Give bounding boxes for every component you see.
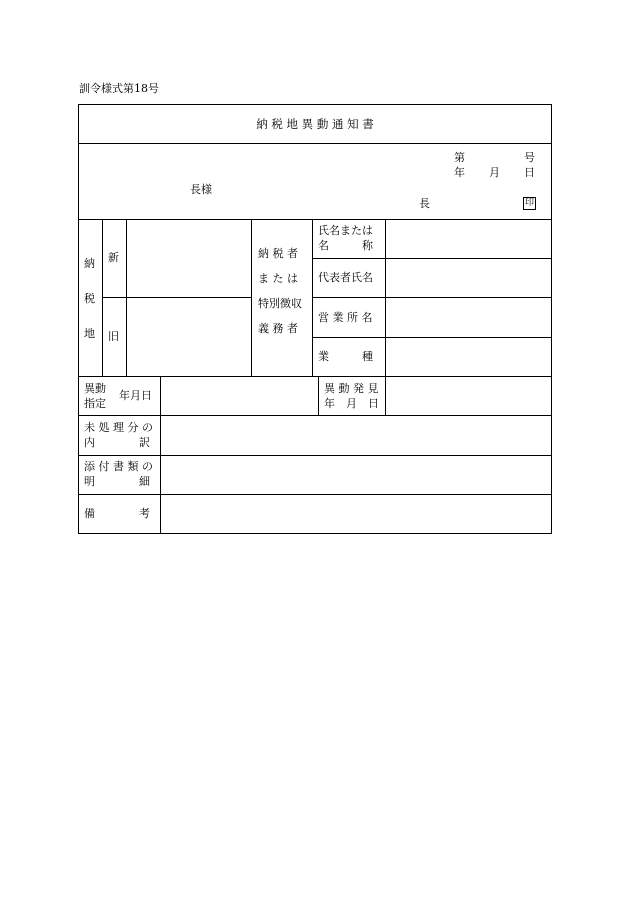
name-label-line1: 氏名または	[318, 224, 373, 237]
unprocessed-label-line1: 未 処 理 分 の	[84, 421, 153, 434]
attached-label-line1: 添 付 書 類 の	[84, 460, 153, 473]
taxpayer-label-1: 納 税 者	[258, 247, 298, 260]
date-day: 日	[524, 166, 535, 179]
addressee: 長様	[190, 183, 212, 196]
document-title: 納 税 地 異 動 通 知 書	[256, 117, 374, 131]
attached-field[interactable]	[161, 456, 551, 493]
number-go: 号	[524, 151, 535, 164]
remarks-label: 備 考	[84, 507, 150, 520]
discovery-label-line1: 異 動 発 見	[324, 382, 379, 395]
taxpayer-label-4: 義 務 者	[258, 322, 298, 335]
divider	[251, 219, 252, 376]
nozeichi-old-label: 旧	[108, 330, 119, 343]
unprocessed-field[interactable]	[161, 416, 551, 454]
designation-label-line1: 異動	[84, 382, 106, 395]
divider	[102, 219, 103, 376]
nozeichi-label-2: 税	[84, 292, 95, 305]
nozeichi-old-field[interactable]	[127, 298, 250, 375]
unprocessed-label-line2: 内 訳	[84, 436, 150, 449]
office-name-field[interactable]	[386, 298, 551, 336]
name-label-line2: 名 称	[318, 239, 373, 252]
discovery-date-field[interactable]	[386, 377, 551, 414]
divider	[312, 219, 313, 376]
nozeichi-new-field[interactable]	[127, 220, 250, 296]
divider	[78, 143, 552, 144]
discovery-label-line2: 年 月 日	[324, 397, 379, 410]
business-type-field[interactable]	[386, 338, 551, 375]
divider	[318, 376, 319, 415]
nozeichi-label-3: 地	[84, 327, 95, 340]
remarks-field[interactable]	[161, 495, 551, 533]
attached-label-line2: 明 細	[84, 475, 150, 488]
number-dai: 第	[454, 151, 465, 164]
business-type-label: 業 種	[318, 350, 373, 363]
form-number: 訓令様式第18号	[79, 82, 159, 95]
name-field[interactable]	[386, 220, 551, 257]
designation-label-line2: 指定	[84, 397, 106, 410]
date-year: 年	[454, 166, 465, 179]
office-name-label: 営 業 所 名	[318, 311, 373, 324]
seal-mark: 印	[524, 198, 534, 208]
taxpayer-label-2: ま た は	[258, 272, 298, 285]
date-month: 月	[489, 166, 500, 179]
nozeichi-label-1: 納	[84, 257, 95, 270]
nozeichi-new-label: 新	[108, 251, 119, 264]
representative-field[interactable]	[386, 259, 551, 296]
taxpayer-label-3: 特別徴収	[258, 297, 302, 310]
designation-date-field[interactable]	[161, 377, 317, 414]
designation-suffix: 年月日	[119, 389, 152, 402]
representative-label: 代表者氏名	[318, 271, 373, 284]
sender: 長	[419, 197, 430, 210]
